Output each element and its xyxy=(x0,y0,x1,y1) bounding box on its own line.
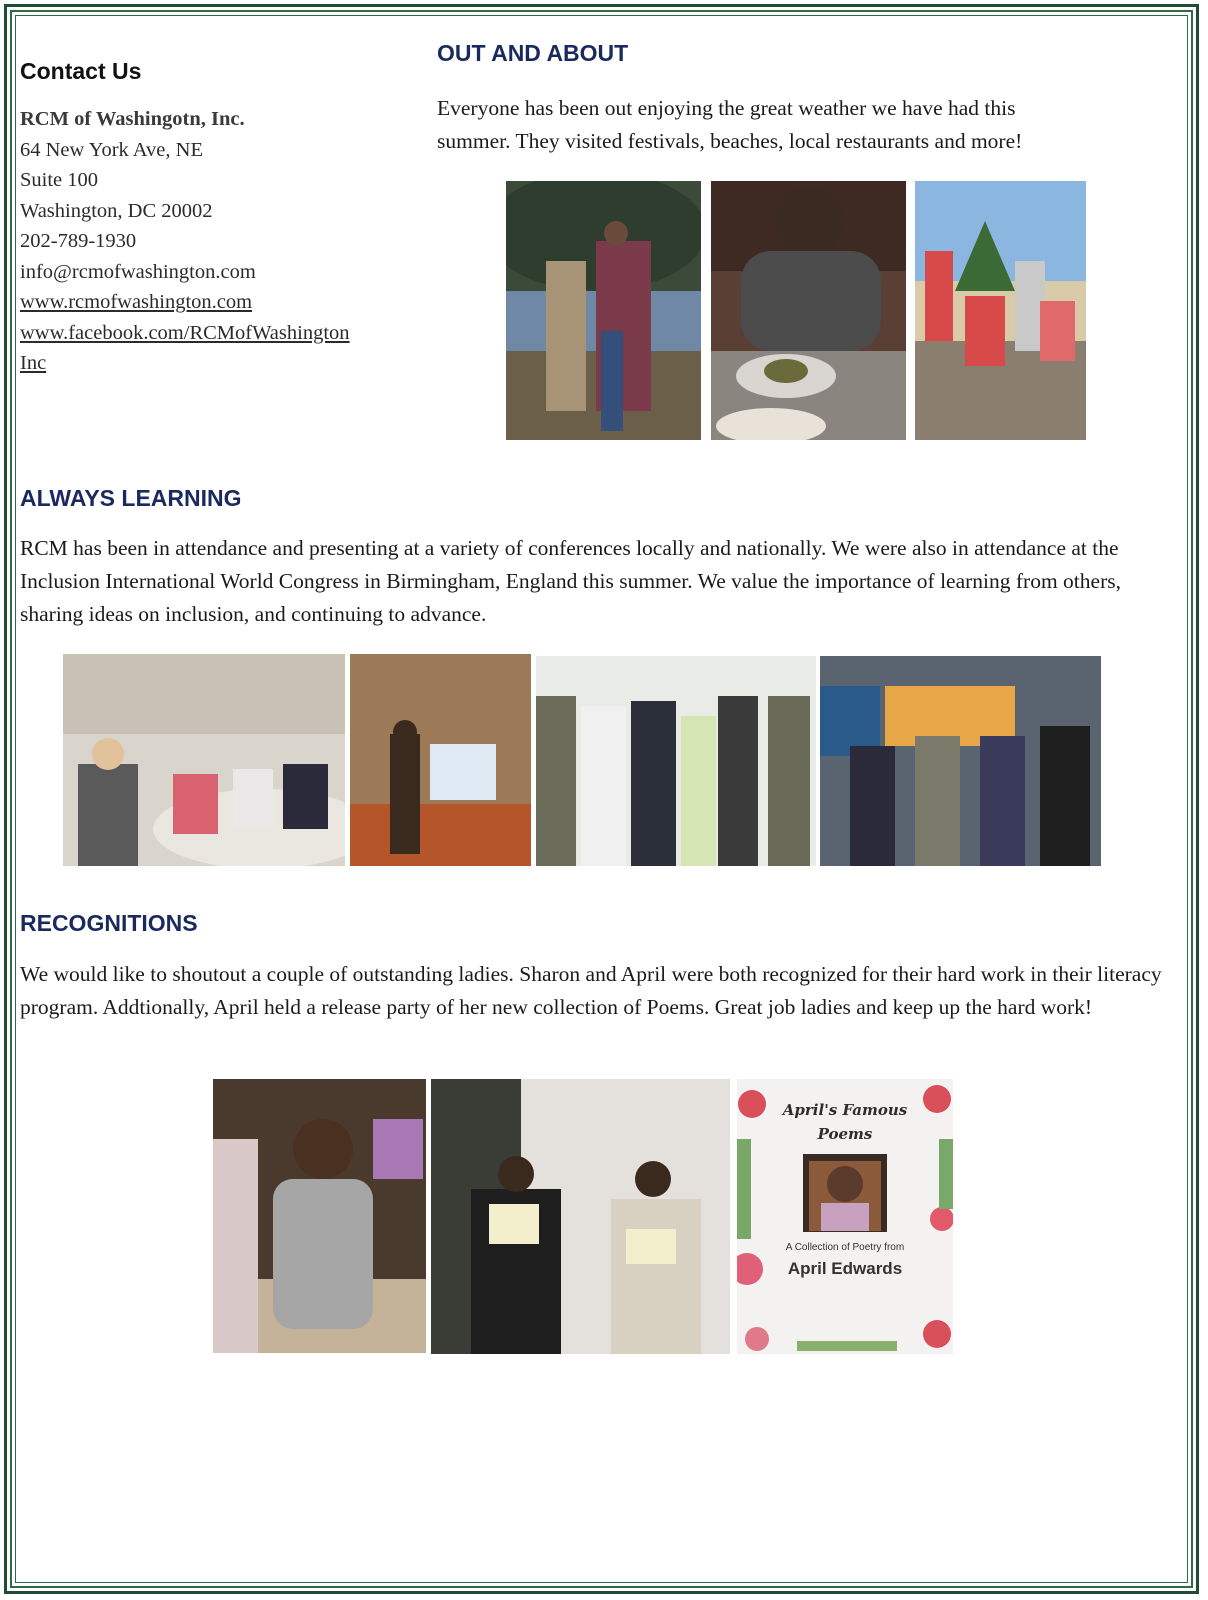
certificates-photo xyxy=(431,1079,730,1354)
restaurant-photo xyxy=(711,181,906,440)
award-flowers-photo xyxy=(213,1079,426,1353)
book-title-line-2: Poems xyxy=(817,1125,873,1143)
conference-luncheon-photo xyxy=(63,654,345,866)
org-name: RCM of Washingotn, Inc. xyxy=(20,108,245,130)
address-line-1: 64 New York Ave, NE xyxy=(20,138,203,161)
contact-block xyxy=(20,104,420,379)
address-city: Washington, DC 20002 xyxy=(20,199,213,222)
beach-photo xyxy=(915,181,1086,440)
out-and-about-line-1: Everyone has been out enjoying the great weather we have had this xyxy=(437,96,1016,120)
facebook-link[interactable]: www.facebook.com/RCMofWashington xyxy=(20,321,350,344)
book-author: April Edwards xyxy=(787,1259,903,1278)
festival-photo xyxy=(506,181,701,440)
always-learning-text: RCM has been in attendance and presenting at a variety of conferences locally and nationally. We were also in attendance at the Inclusion International World Congress in Birmingham, England this summer. We value the importance of learning from others, sharing ideas on inclusion, and continuing to advance. xyxy=(20,536,1121,626)
email-address: info@rcmofwashington.com xyxy=(20,260,256,283)
contact-heading: Contact Us xyxy=(20,58,142,84)
always-learning-heading: ALWAYS LEARNING xyxy=(20,485,242,511)
out-and-about-heading: OUT AND ABOUT xyxy=(437,40,629,66)
poetry-book-cover xyxy=(737,1079,953,1354)
recognitions-text: We would like to shoutout a couple of outstanding ladies. Sharon and April were both recognized for their hard work in their literacy program. Addtionally, April held a release party of her new collection of Poems. Great job ladies and keep up the hard work! xyxy=(20,962,1162,1019)
recognitions-heading: RECOGNITIONS xyxy=(20,910,198,936)
website-link[interactable]: www.rcmofwashington.com xyxy=(20,291,253,313)
group-at-backdrop-photo xyxy=(536,656,816,866)
facebook-link-continued[interactable]: Inc xyxy=(20,352,47,374)
poster-presentation-photo xyxy=(350,654,531,866)
book-subtitle: A Collection of Poetry from xyxy=(785,1242,905,1253)
phone-number: 202-789-1930 xyxy=(20,230,137,252)
book-title-line-1: April's Famous xyxy=(782,1101,908,1119)
out-and-about-text xyxy=(437,92,1177,158)
out-and-about-line-2: summer. They visited festivals, beaches, local restaurants and more! xyxy=(437,129,1023,153)
address-line-2: Suite 100 xyxy=(20,169,99,191)
group-at-booth-photo xyxy=(820,656,1101,866)
